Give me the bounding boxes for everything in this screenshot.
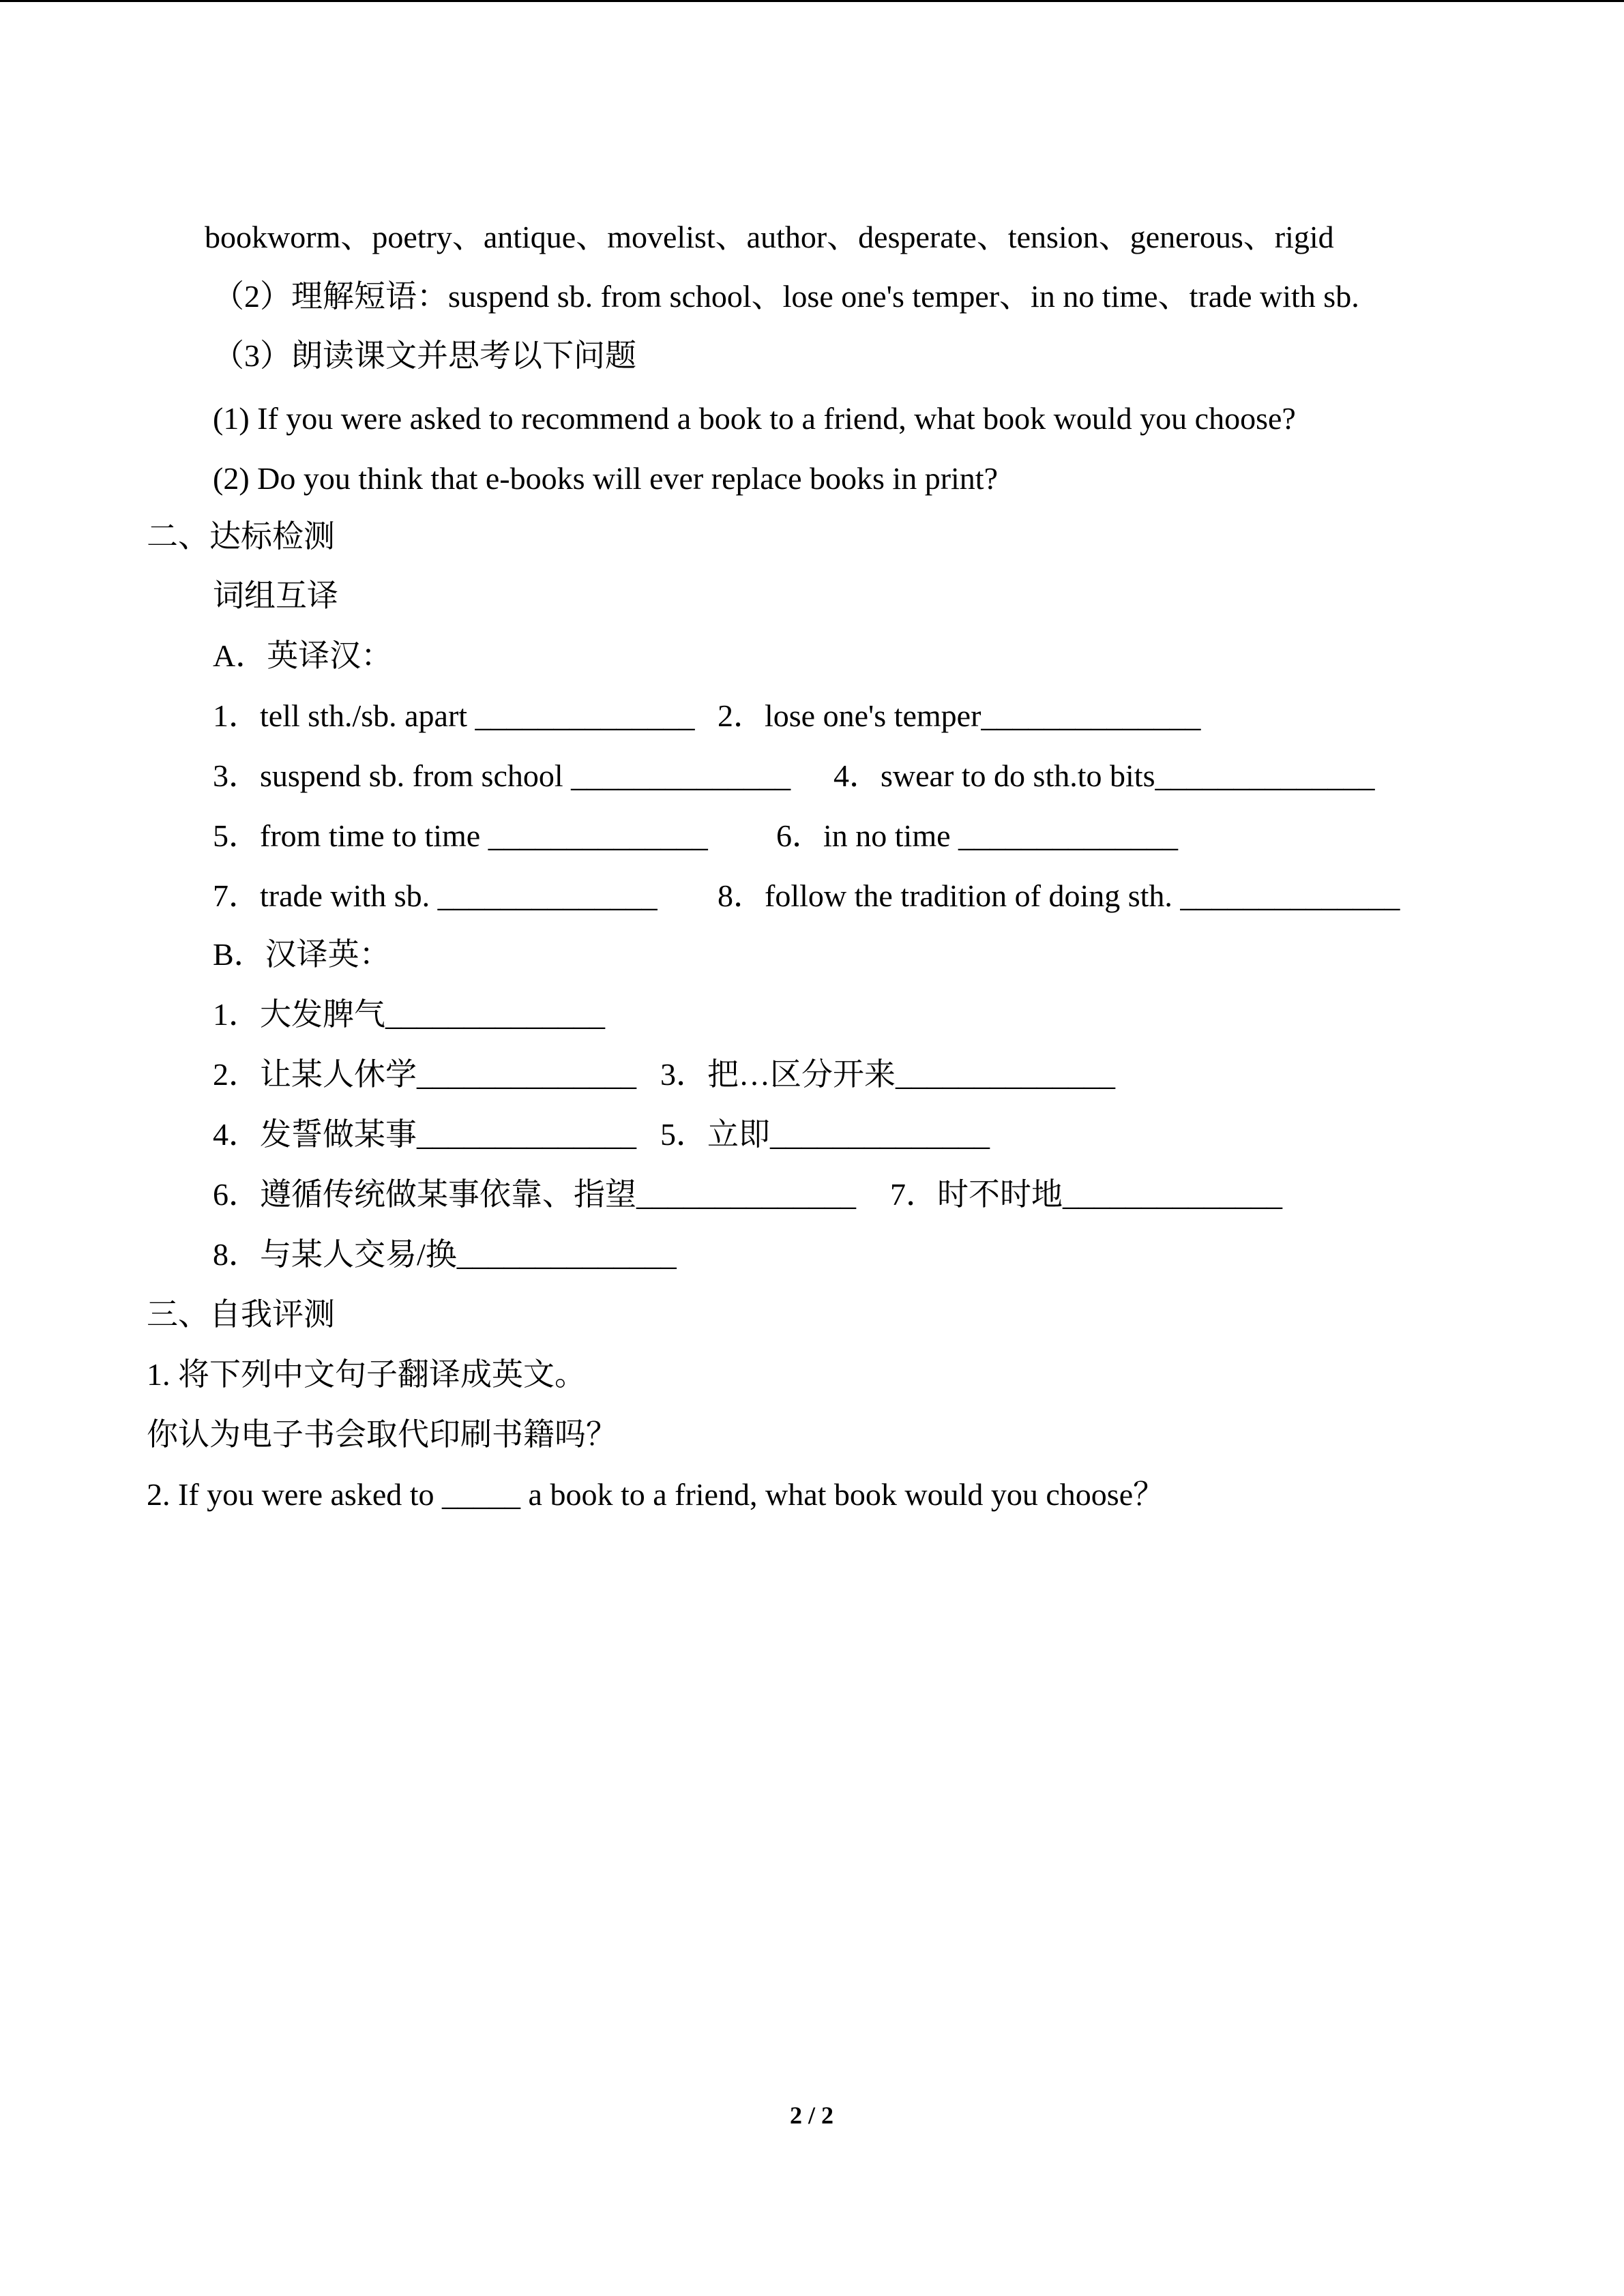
- part-a-item: 7．trade with sb. ______________: [213, 878, 658, 913]
- section-two-heading: 二、达标检测: [147, 519, 335, 554]
- part-b-item: 5．立即______________: [660, 1117, 990, 1152]
- part-b-item: 4．发誓做某事______________: [213, 1117, 636, 1152]
- part-b-item: 3．把…区分开来______________: [660, 1057, 1115, 1092]
- phrases-item: （2）理解短语：suspend sb. from school、lose one's temper、in no time、trade with sb.: [213, 279, 1359, 314]
- part-b-item: 8．与某人交易/换______________: [213, 1237, 677, 1272]
- part-b-item: 1．大发脾气______________: [213, 997, 605, 1032]
- part-a-item: 1．tell sth./sb. apart ______________: [213, 698, 695, 733]
- part-a-item: 6．in no time ______________: [776, 818, 1179, 853]
- task-1-instruction: 1. 将下列中文句子翻译成英文。: [147, 1357, 586, 1392]
- part-b-item: 7．时不时地______________: [890, 1177, 1282, 1212]
- vocabulary-list: bookworm、poetry、antique、movelist、author、desperate、tension、generous、rigid: [205, 220, 1334, 254]
- task-1-sentence: 你认为电子书会取代印刷书籍吗？: [147, 1417, 617, 1452]
- part-a-label: A．英译汉：: [213, 638, 393, 673]
- part-a-item: 5．from time to time ______________: [213, 818, 708, 853]
- question-2: (2) Do you think that e-books will ever replace books in print?: [213, 461, 998, 496]
- page-top-border: [0, 0, 1624, 2]
- part-a-item: 3．suspend sb. from school ______________: [213, 758, 791, 793]
- section-two-subheading: 词组互译: [213, 578, 338, 613]
- page-number: 2 / 2: [789, 2102, 833, 2129]
- task-2-question: 2. If you were asked to _____ a book to a friend, what book would you choose？: [147, 1477, 1165, 1512]
- question-1: (1) If you were asked to recommend a book to a friend, what book would you choose?: [213, 401, 1296, 436]
- part-a-item: 4．swear to do sth.to bits______________: [833, 758, 1375, 793]
- part-b-item: 6．遵循传统做某事依靠、指望______________: [213, 1177, 856, 1212]
- section-three-heading: 三、自我评测: [147, 1297, 335, 1332]
- reading-item: （3）朗读课文并思考以下问题: [213, 338, 636, 373]
- part-b-item: 2．让某人休学______________: [213, 1057, 636, 1092]
- part-a-item: 2．lose one's temper______________: [718, 698, 1201, 733]
- part-a-item: 8．follow the tradition of doing sth. ______________: [718, 878, 1400, 913]
- part-b-label: B．汉译英：: [213, 937, 391, 972]
